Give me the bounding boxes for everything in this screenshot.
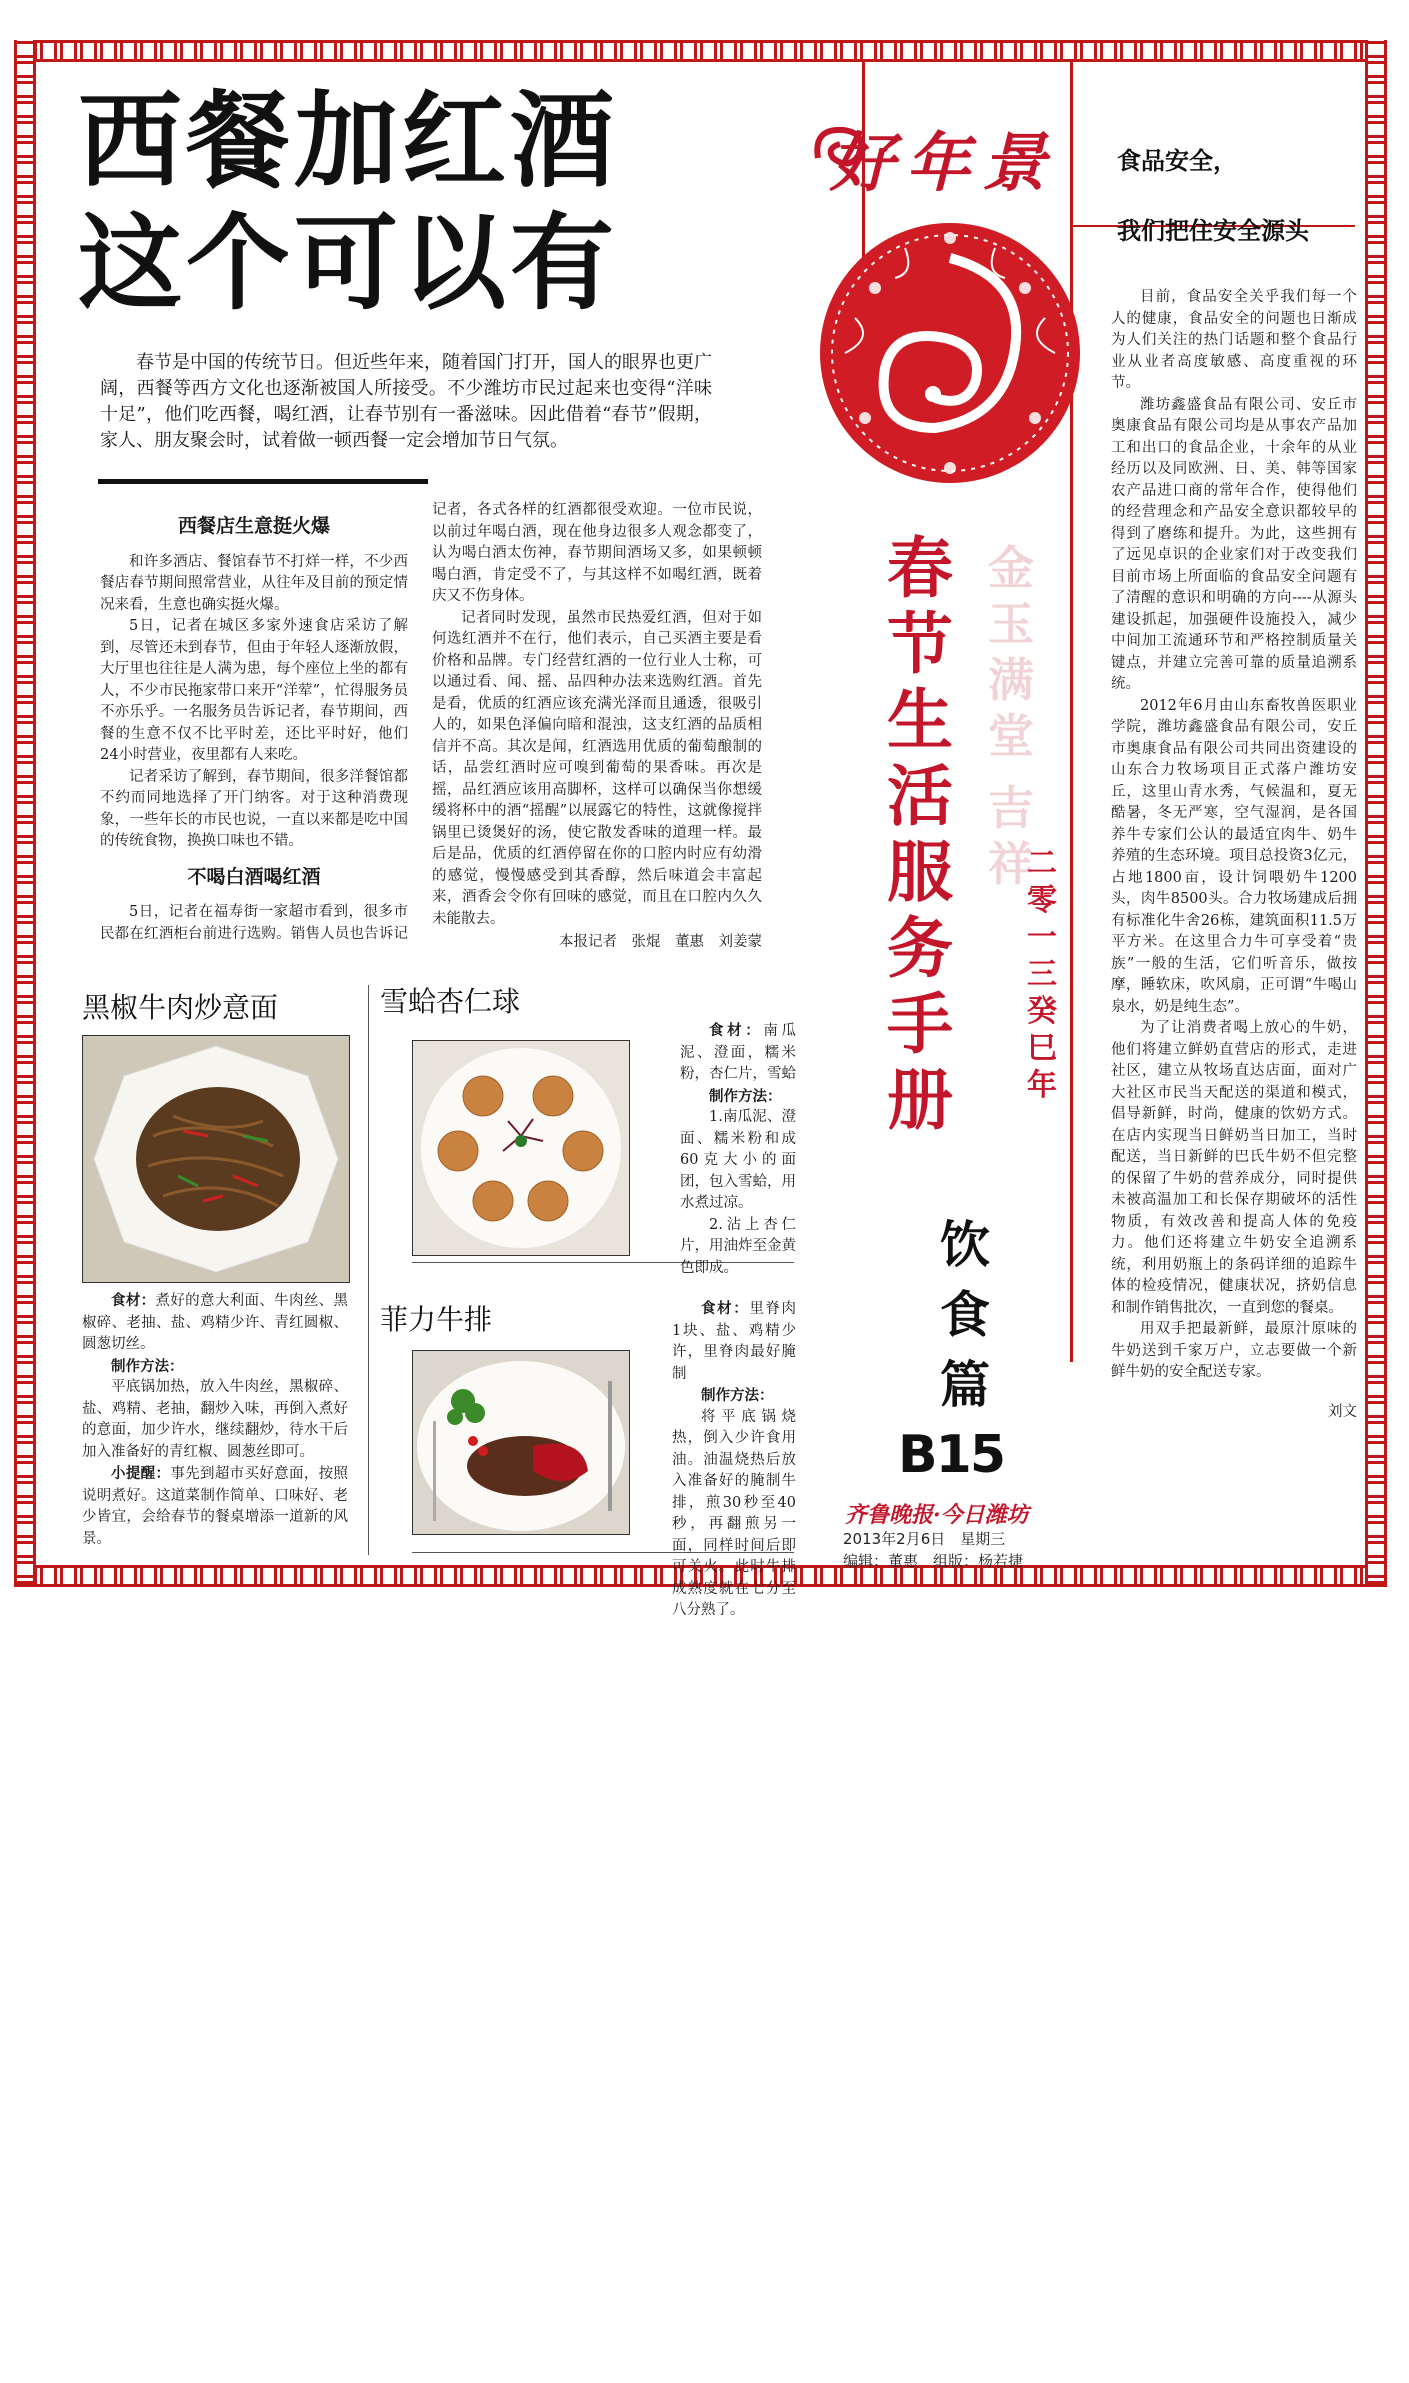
recipe-title-almond-balls: 雪蛤杏仁球: [380, 985, 521, 1018]
newspaper-name: 齐鲁晚报·今日潍坊: [845, 1502, 1029, 1528]
safety-title-line2: 我们把住安全源头: [1117, 217, 1309, 245]
ingredients-label: 食材：: [111, 1292, 156, 1309]
article-paragraph: 和许多酒店、餐馆春节不打烊一样，不少西餐店春节期间照常营业，从往年及目前的预定情况来看，生意也确实挺火爆。: [100, 553, 408, 613]
article-paragraph: 记者同时发现，虽然市民热爱红酒，但对于如何选红酒并不在行，他们表示，自己买酒主要是看价格和品牌。专门经营红酒的一位行业人士称，可以通过看、闻、摇、品四种办法来选购红酒。首先是看，优质的红酒应该充满光泽而且通透，很吸引人的，如果色泽偏向暗和混浊，这支红酒的品质相信并不高。其次是闻，红酒选用优质的葡萄酿制的话，品尝红酒时应可嗅到葡萄的果香味。再次是摇，品红酒应该用高脚杯，这样可以确保当你想缓缓将杯中的酒“摇醒”以展露它的特性，这就像搅拌锅里已烫煲好的汤，使它散发香味的道理一样。最后是品，优质的红酒停留在你的口腔内时应有幼滑的感觉，慢慢感受到其香醇，然后味道会丰富起来，酒香会令你有回味的感觉，而且在口腔内久久未能散去。: [432, 609, 762, 927]
byline: 本报记者 张焜 董惠 刘姜蒙: [559, 934, 762, 950]
tip-label: 小提醒：: [111, 1465, 171, 1482]
safety-title: [1117, 126, 1367, 266]
author: 刘文: [1328, 1403, 1357, 1420]
article-paragraph: 潍坊鑫盛食品有限公司、安丘市奥康食品有限公司均是从事农产品加工和出口的食品企业，十余年的从业经历以及同欧洲、日、美、韩等国家农产品进口商的常年合作，使得他们的经营理念和产品安全意识都较早的得到了磨练和提升。为此，这些拥有了远见卓识的企业家们对于改变我们目前市场上所面临的食品安全问题有了清醒的意识和明确的方向----从源头建设抓起，加强硬件设施投入，减少中间加工流通环节和严格控制质量关键点，并建立完善可靠的质量追溯系统。: [1111, 396, 1357, 692]
year-text: 二零一三癸巳年: [1027, 846, 1057, 1103]
recipe-text-pepper-pasta: [82, 1290, 348, 1550]
headline-line2: 这个可以有: [78, 202, 619, 324]
faded-blessing-text: 金玉满堂: [988, 541, 1034, 763]
tip-text: 事先到超市买好意面，按照说明煮好。这道菜制作简单、口味好、老少皆宜，会给春节的餐桌增添一道新的风景。: [82, 1466, 349, 1547]
brand-haonianjing: 好年景: [830, 126, 1058, 201]
editor-credits: 编辑：董惠 组版：杨若捷: [843, 1552, 1024, 1570]
ingredients-label: 食材：: [701, 1300, 750, 1317]
almond-balls-image: [413, 1041, 629, 1255]
subhead-red-wine: 不喝白酒喝红酒: [187, 865, 321, 888]
intro-paragraph: 春节是中国的传统节日。但近些年来，随着国门打开，国人的眼界也更广阔，西餐等西方文化也逐渐被国人所接受。不少潍坊市民过起来也变得“洋味十足”，他们吃西餐，喝红酒，让春节别有一番滋味。因此借着“春节”假期，家人、朋友聚会时，试着做一顿西餐一定会增加节日气氛。: [100, 352, 712, 451]
border-right: [1365, 40, 1387, 1584]
recipe-title-filet-steak: 菲力牛排: [380, 1303, 493, 1336]
article-paragraph: 5日，记者在城区多家外速食店采访了解到，尽管还未到春节，但由于年轻人逐渐放假，大厅里也往往是人满为患，每个座位上坐的都有人，不少市民拖家带口来开“洋荤”，忙得服务员不亦乐乎。一名服务员告诉记者，春节期间，西餐的生意不仅不比平时差，还比平时好，他们24小时营业，夜里都有人来吃。: [100, 618, 408, 763]
issue-date: 2013年2月6日 星期三: [843, 1530, 1006, 1548]
article-paragraph: 记者，各式各样的红酒都很受欢迎。一位市民说，以前过年喝白酒，现在他身边很多人观念都变了，认为喝白酒太伤神，春节期间酒场又多，如果顿顿喝白酒，肯定受不了，与其这样不如喝红酒，既着庆又不伤身体。: [432, 502, 762, 604]
border-left: [14, 40, 36, 1584]
recipe-text-filet-steak: [672, 1298, 796, 1622]
article-paragraph: 为了让消费者喝上放心的牛奶，他们将建立鲜奶直营店的形式，走进社区，建立从牧场直达店面，面对广大社区市民当天配送的渠道和模式，倡导新鲜，时尚，健康的饮奶方式。在店内实现当日鲜奶当日加工，当时配送，当日新鲜的巴氏牛奶不但完整的保留了牛奶的营养成分，同时提供未被高温加工和长保存期破坏的活性物质，有效改善和提高人体的免疫力。他们还将建立牛奶安全追溯系统，利用奶瓶上的条码详细的追踪牛体的检疫情况，健康状况，挤奶信息和制作销售批次，一直到您的餐桌。: [1111, 1020, 1357, 1316]
supplement-title: 春节生活服务手册: [887, 529, 953, 1139]
method-label: 制作方法：: [709, 1087, 782, 1105]
almond-balls-photo: [412, 1040, 630, 1256]
headline: [78, 80, 658, 324]
article-paragraph: 记者采访了解到，春节期间，很多洋餐馆都不约而同地选择了开门纳客。对于这种消费现象，一些年长的市民也说，一直以来都是吃中国的传统食物，换换口味也不错。: [100, 768, 408, 849]
method-text: 将平底锅烧热，倒入少许食用油。油温烧热后放入准备好的腌制牛排，煎30秒至40秒，再翻煎另一面，同样时间后即可关火。此时牛排成熟度就在七分至八分熟了。: [672, 1408, 796, 1618]
method-label: 制作方法：: [701, 1387, 774, 1404]
article-paragraph: 2012年6月由山东畜牧兽医职业学院，潍坊鑫盛食品有限公司，安丘市奥康食品有限公司共同出资建设的山东合力牧场项目正式落户潍坊安丘，这里山青水秀，气候温和，夏无酷暑，冬无严寒，空气湿润，是各国养牛专家们公认的最适宜肉牛、奶牛养殖的生态环境。项目总投资3亿元，占地1800亩，设计饲喂奶牛1200头，肉牛8500头。合力牧场建成后拥有标准化牛舍26栋，建筑面积11.5万平方米。在这里合力牛可享受着“贵族”一般的生活，它们听音乐，做按摩，睡软床，吹风扇，正可谓“牛喝山泉水，奶是纯生态”。: [1111, 697, 1357, 1015]
steak-photo: [412, 1350, 630, 1535]
steak-image: [413, 1351, 629, 1534]
method-text: 平底锅加热，放入牛肉丝，黑椒碎、盐、鸡精、老抽，翻炒入味，再倒入煮好的意面，加少许水，继续翻炒，待水干后加入准备好的青红椒、圆葱丝即可。: [82, 1379, 348, 1460]
method-text: 1.南瓜泥、澄面、糯米粉和成60克大小的面团，包入雪蛤，用水煮过凉。: [680, 1109, 796, 1211]
article-paragraph: 5日，记者在福寿街一家超市看到，很多市民都在红酒柜台前进行选购。销售人员也告诉记: [100, 904, 408, 942]
pasta-plate-image: [83, 1036, 349, 1282]
headline-line1: 西餐加红酒: [78, 80, 619, 202]
subhead-restaurants: 西餐店生意挺火爆: [177, 515, 330, 537]
recipe-title-pepper-pasta: 黑椒牛肉炒意面: [82, 991, 279, 1024]
column-divider: [368, 985, 369, 1555]
article-paragraph: 目前，食品安全关乎我们每一个人的健康，食品安全的问题也日渐成为人们关注的热门话题和整个食品行业从业者高度敏感、高度重视的环节。: [1111, 289, 1357, 391]
section-title: 饮食篇: [940, 1216, 990, 1414]
food-safety-article: [1111, 287, 1357, 1423]
article-column-1: [100, 508, 408, 944]
pasta-photo: [82, 1035, 350, 1283]
method-text: 2.沾上杏仁片，用油炸至金黄色即成。: [680, 1216, 796, 1276]
ingredients-text: 南瓜泥、澄面，糯米粉，杏仁片，雪蛤: [680, 1023, 796, 1082]
papercut-snake-emblem: [815, 218, 1085, 488]
article-paragraph: 用双手把最新鲜，最原汁原味的牛奶送到千家万户，立志要做一个新鲜牛奶的安全配送专家。: [1111, 1321, 1357, 1380]
ingredients-text: 里脊肉1块、盐、鸡精少许，里脊肉最好腌制: [672, 1301, 797, 1382]
ingredients-text: 煮好的意大利面、牛肉丝、黑椒碎、老抽、盐、鸡精少许、青红圆椒、圆葱切丝。: [82, 1293, 348, 1352]
method-label: 制作方法：: [111, 1357, 184, 1375]
faded-blessing-text: 吉祥: [988, 781, 1034, 890]
border-top: [14, 40, 1387, 62]
headline-rule: [98, 479, 428, 484]
page-number: B15: [898, 1425, 1004, 1485]
recipe-text-almond-balls: [680, 1020, 796, 1279]
ingredients-label: 食材：: [709, 1022, 764, 1039]
safety-title-line1: 食品安全，: [1117, 147, 1237, 175]
article-column-2: [432, 500, 762, 954]
